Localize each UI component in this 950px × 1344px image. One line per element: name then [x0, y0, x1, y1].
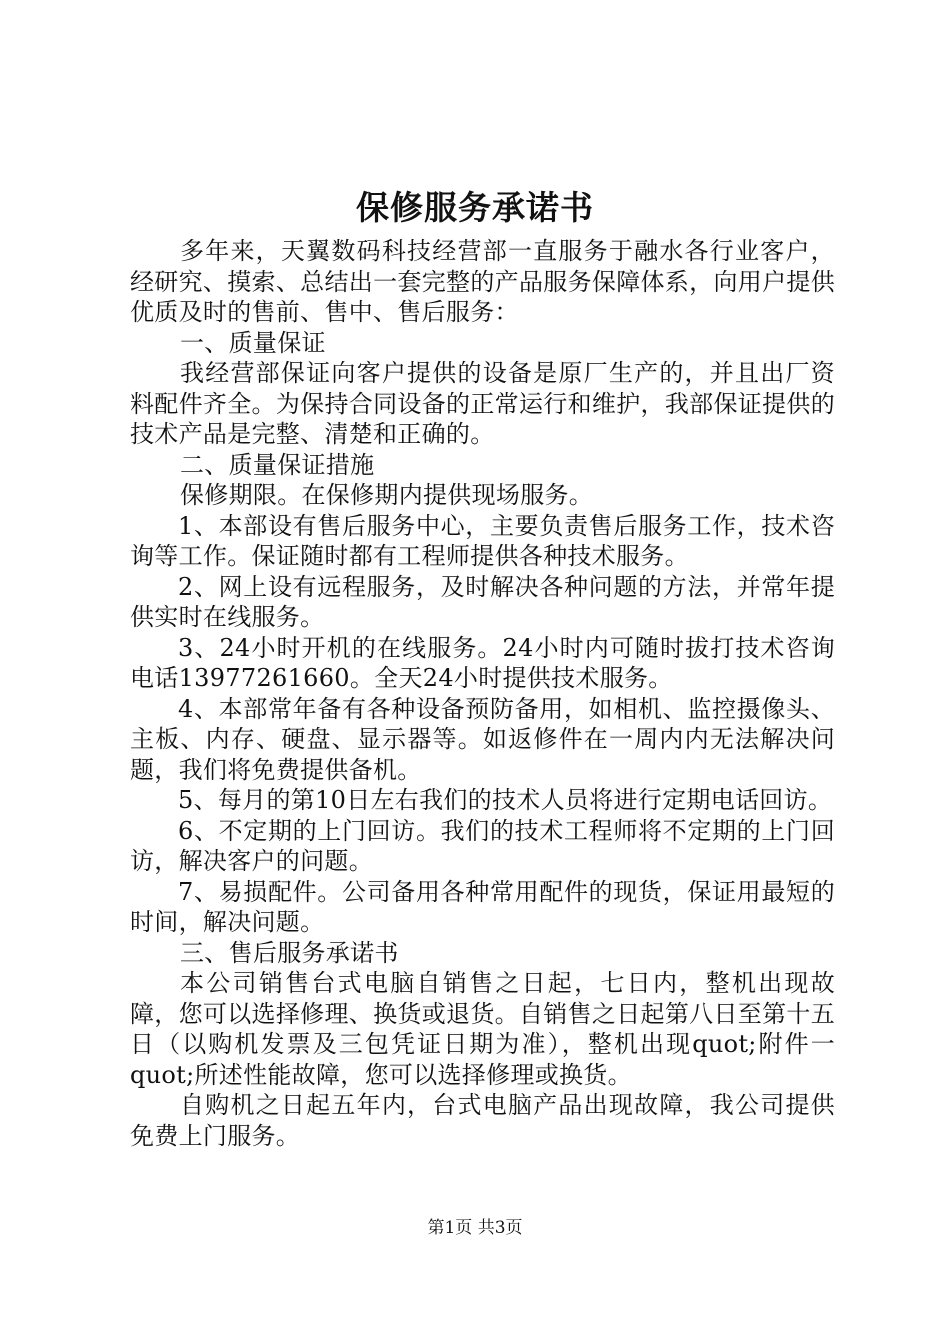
list-item-7: 7、易损配件。公司备用各种常用配件的现货，保证用最短的时间，解决问题。: [130, 877, 835, 936]
section-heading-aftersales: 三、售后服务承诺书: [180, 938, 399, 967]
section-heading-measures: 二、质量保证措施: [180, 450, 375, 479]
page-footer: 第1页 共3页: [427, 1218, 523, 1238]
list-item-5: 5、每月的第10日左右我们的技术人员将进行定期电话回访。: [178, 786, 833, 814]
paragraph-intro: 多年来，天翼数码科技经营部一直服务于融水各行业客户，经研究、摸索、总结出一套完整的产品服务保障体系，向用户提供优质及时的售前、售中、售后服务：: [130, 237, 835, 326]
list-item-1: 1、本部设有售后服务中心，主要负责售后服务工作，技术咨询等工作。保证随时都有工程师提供各种技术服务。: [130, 511, 835, 570]
list-item-3: 3、24小时开机的在线服务。24小时内可随时拔打技术咨询电话13977261660。全天24小时提供技术服务。: [130, 633, 835, 692]
list-item-4: 4、本部常年备有各种设备预防备用，如相机、监控摄像头、主板、内存、硬盘、显示器等。如返修件在一周内内无法解决问题，我们将免费提供备机。: [130, 694, 835, 784]
list-item-6: 6、不定期的上门回访。我们的技术工程师将不定期的上门回访，解决客户的问题。: [130, 816, 835, 875]
paragraph-aftersales-terms: 本公司销售台式电脑自销售之日起，七日内，整机出现故障，您可以选择修理、换货或退货。自销售之日起第八日至第十五日（以购机发票及三包凭证日期为准），整机出现quot;附件一quot;所述性能故障，您可以选择修理或换货。: [130, 969, 835, 1089]
page-title: 保修服务承诺书: [356, 188, 594, 227]
paragraph-quality: 我经营部保证向客户提供的设备是原厂生产的，并且出厂资料配件齐全。为保持合同设备的正常运行和维护，我部保证提供的技术产品是完整、清楚和正确的。: [130, 359, 835, 448]
section-heading-quality: 一、质量保证: [180, 328, 326, 357]
document-body: [130, 236, 835, 1151]
paragraph-onsite-service: 自购机之日起五年内，台式电脑产品出现故障，我公司提供免费上门服务。: [130, 1091, 835, 1150]
list-item-2: 2、网上设有远程服务，及时解决各种问题的方法，并常年提供实时在线服务。: [130, 572, 835, 631]
paragraph-warranty-period: 保修期限。在保修期内提供现场服务。: [180, 481, 594, 509]
